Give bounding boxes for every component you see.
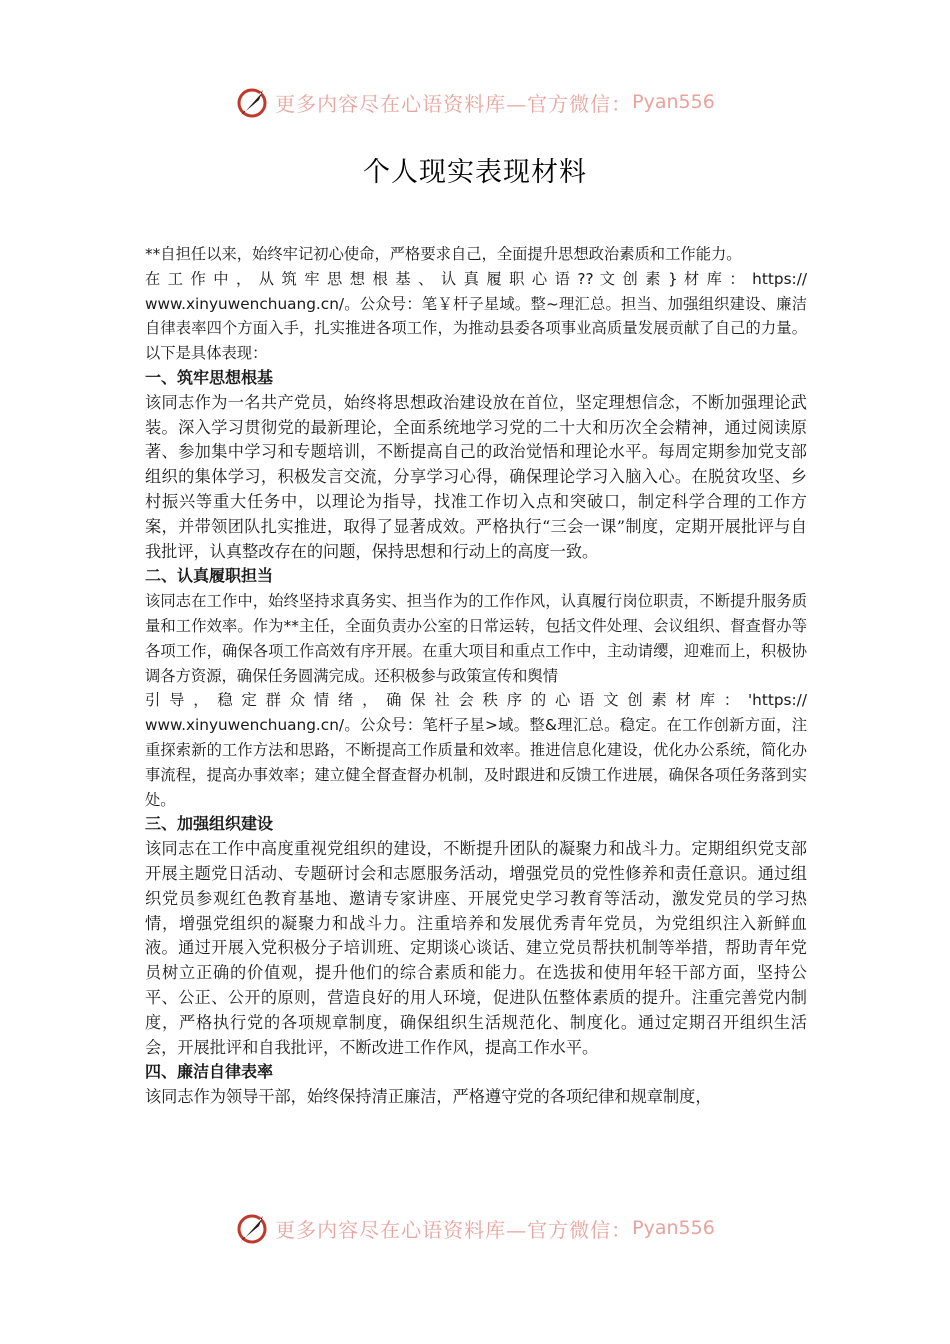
page-title: 个人现实表现材料 — [363, 157, 587, 188]
section-text-3: 该同志在工作中高度重视党组织的建设，不断提升团队的凝聚力和战斗力。定期组织党支部开展主题党日活动、专题研讨会和志愿服务活动，增强党员的党性修养和责任意识。通过组织党员参观红色教育基地、邀请专家讲座、开展党史学习教育等活动，激发党员的学习热情，增强党组织的凝聚力和战斗力。注重培养和发展优秀青年党员，为党组织注入新鲜血液。通过开展入党积极分子培训班、定期谈心谈话、建立党员帮扶机制等举措，帮助青年党员树立正确的价值观，提升他们的综合素质和能力。在选拔和使用年轻干部方面，坚持公平、公正、公开的原则，营造良好的用人环境，促进队伍整体素质的提升。注重完善党内制度，严格执行党的各项规章制度，确保组织生活规范化、制度化。通过定期召开组织生活会，开展批评和自我批评，不断改进工作作风，提高工作水平。 — [145, 839, 807, 1057]
section-heading-1: 一、筑牢思想根基 — [145, 367, 274, 387]
section-text-2a: 该同志在工作中，始终坚持求真务实、担当作为的工作作风，认真履行岗位职责，不断提升服务质量和工作效率。作为**主任，全面负责办公室的日常运转，包括文件处理、会议组织、督查督办等各项工作，确保各项工作高效有序开展。在重大项目和重点工作中，主动请缨，迎难而上，积极协调各方资源，确保任务圆满完成。还积极参与政策宣传和舆情 — [145, 592, 807, 685]
intro-line-3: www.xinyuwenchuang.cn/。公众号：笔￥杆子星域。整~理汇总。担当、加强组织建设、廉洁自律表率四个方面入手，扎实推进各项工作，为推动县委各项事业高质量发展贡献了自己的力量。以下是具体表现： — [145, 294, 807, 363]
section-text-1: 该同志作为一名共产党员，始终将思想政治建设放在首位，坚定理想信念，不断加强理论武装。深入学习贯彻党的最新理论，全面系统地学习党的二十大和历次全会精神，通过阅读原著、参加集中学习和专题培训，不断提高自己的政治觉悟和理论水平。每周定期参加党支部组织的集体学习，积极发言交流，分享学习心得，确保理论学习入脑入心。在脱贫攻坚、乡村振兴等重大任务中，以理论为指导，找准工作切入点和突破口，制定科学合理的工作方案，并带领团队扎实推进，取得了显著成效。严格执行“三会一课”制度，定期开展批评与自我批评，认真整改存在的问题，保持思想和行动上的高度一致。 — [145, 392, 807, 561]
intro-line-2: 在 工 作 中 ， 从 筑 牢 思 想 根 基 、 认 真 履 职 心 语 ?? 文 创 素 } 材 库 ： https:// — [145, 269, 807, 288]
document-body — [145, 242, 807, 1110]
section-heading-2: 二、认真履职担当 — [145, 566, 274, 586]
section-text-2c: www.xinyuwenchuang.cn/。公众号：笔杆子星>域。整&理汇总。稳定。在工作创新方面，注重探索新的工作方法和思路，不断提高工作质量和效率。推进信息化建设，优化办公系统，简化办事流程，提高办事效率；建立健全督查督办机制，及时跟进和反馈工作进展，确保各项任务落到实处。 — [145, 716, 807, 809]
header-watermark-banner — [0, 82, 950, 122]
banner-wechat-id: Pyan556 — [632, 1217, 715, 1239]
intro-line-1: **自担任以来，始终牢记初心使命，严格要求自己，全面提升思想政治素质和工作能力。 — [145, 245, 742, 263]
quill-logo-icon — [235, 85, 269, 119]
quill-logo-icon — [235, 1211, 269, 1245]
section-text-4: 该同志作为领导干部，始终保持清正廉洁，严格遵守党的各项纪律和规章制度， — [145, 1087, 712, 1107]
section-heading-3: 三、加强组织建设 — [145, 814, 274, 834]
banner-wechat-id: Pyan556 — [632, 91, 715, 113]
banner-text: 更多内容尽在心语资料库—官方微信： — [275, 91, 633, 116]
banner-text: 更多内容尽在心语资料库—官方微信： — [275, 1217, 633, 1242]
section-text-2b: 引 导 ， 稳 定 群 众 情 绪 ， 确 保 社 会 秩 序 的 心 语 文 创 素 材 库 ： 'https:// — [145, 691, 807, 710]
footer-watermark-banner — [0, 1208, 950, 1248]
section-heading-4: 四、廉洁自律表率 — [145, 1062, 274, 1082]
